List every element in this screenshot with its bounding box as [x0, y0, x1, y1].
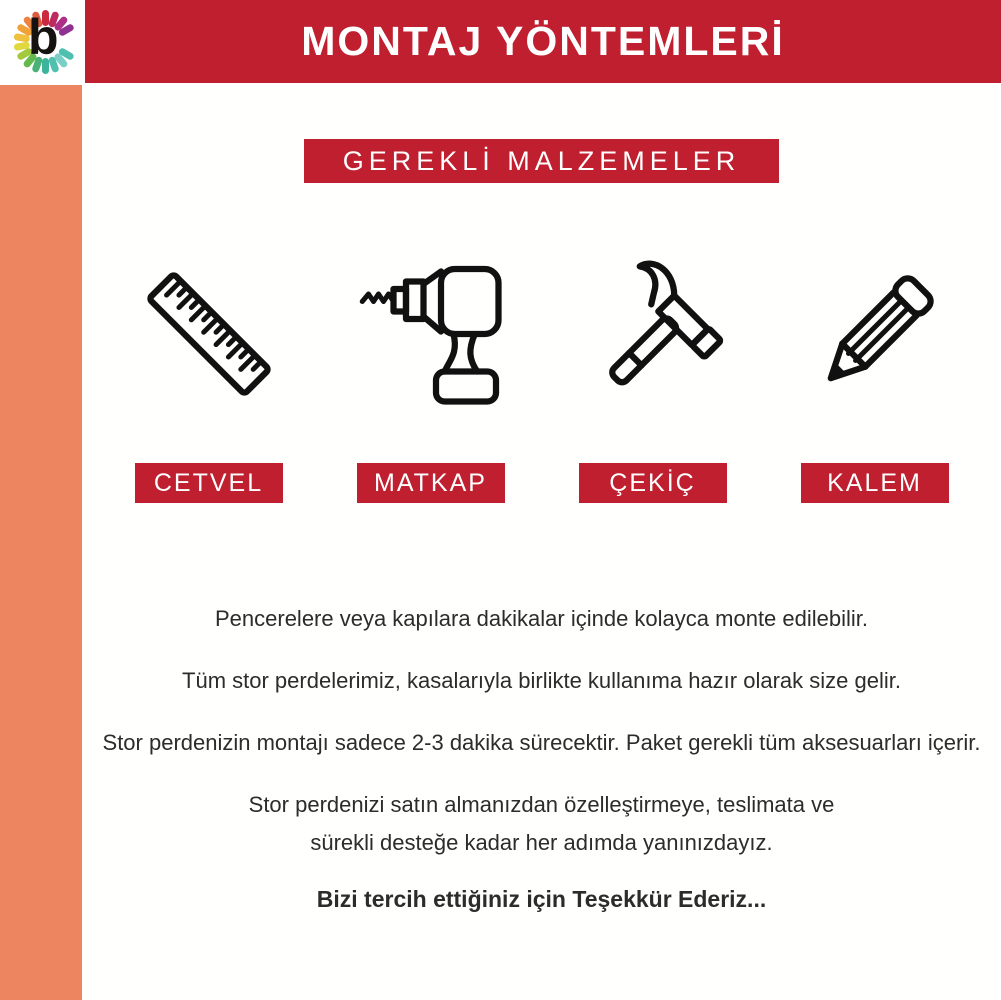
tool-label-cetvel: CETVEL — [135, 463, 283, 503]
decorative-stripe — [0, 85, 82, 1000]
tool-item-ruler — [129, 259, 289, 503]
paragraph-3: Stor perdenizin montajı sadece 2-3 dakika sürecektir. Paket gerekli tüm aksesuarları içerir. — [102, 730, 981, 755]
tool-label-kalem: KALEM — [801, 463, 949, 503]
pencil-icon — [800, 259, 950, 409]
brand-logo — [0, 0, 85, 85]
page-title: MONTAJ YÖNTEMLERİ — [301, 18, 785, 64]
tool-item-drill — [351, 259, 511, 503]
tools-row — [82, 259, 1001, 503]
paragraph-4-line-1: Stor perdenizi satın almanızdan özelleştirmeye, teslimata ve — [248, 792, 835, 817]
tool-item-pencil — [795, 259, 955, 503]
section-banner — [304, 139, 779, 183]
closing-note: Bizi tercih ettiğiniz için Teşekkür Ederiz... — [316, 886, 767, 912]
logo-letter: b — [28, 9, 59, 65]
tool-item-hammer — [573, 259, 733, 503]
body-text — [82, 600, 1001, 918]
paragraph-2: Tüm stor perdelerimiz, kasalarıyla birlikte kullanıma hazır olarak size gelir. — [182, 668, 901, 693]
header-bar — [85, 0, 1001, 83]
paragraph-1: Pencerelere veya kapılara dakikalar içinde kolayca monte edilebilir. — [214, 606, 869, 631]
paragraph-4-line-2: sürekli desteğe kadar her adımda yanınızdayız. — [310, 830, 773, 855]
paragraph-4 — [82, 786, 1001, 862]
drill-icon — [356, 259, 506, 409]
tool-label-cekic: ÇEKİÇ — [579, 463, 727, 503]
ruler-icon — [134, 259, 284, 409]
main-content — [82, 83, 1001, 918]
hammer-icon — [578, 259, 728, 409]
section-title: GEREKLİ MALZEMELER — [342, 145, 741, 176]
tool-label-matkap: MATKAP — [357, 463, 505, 503]
